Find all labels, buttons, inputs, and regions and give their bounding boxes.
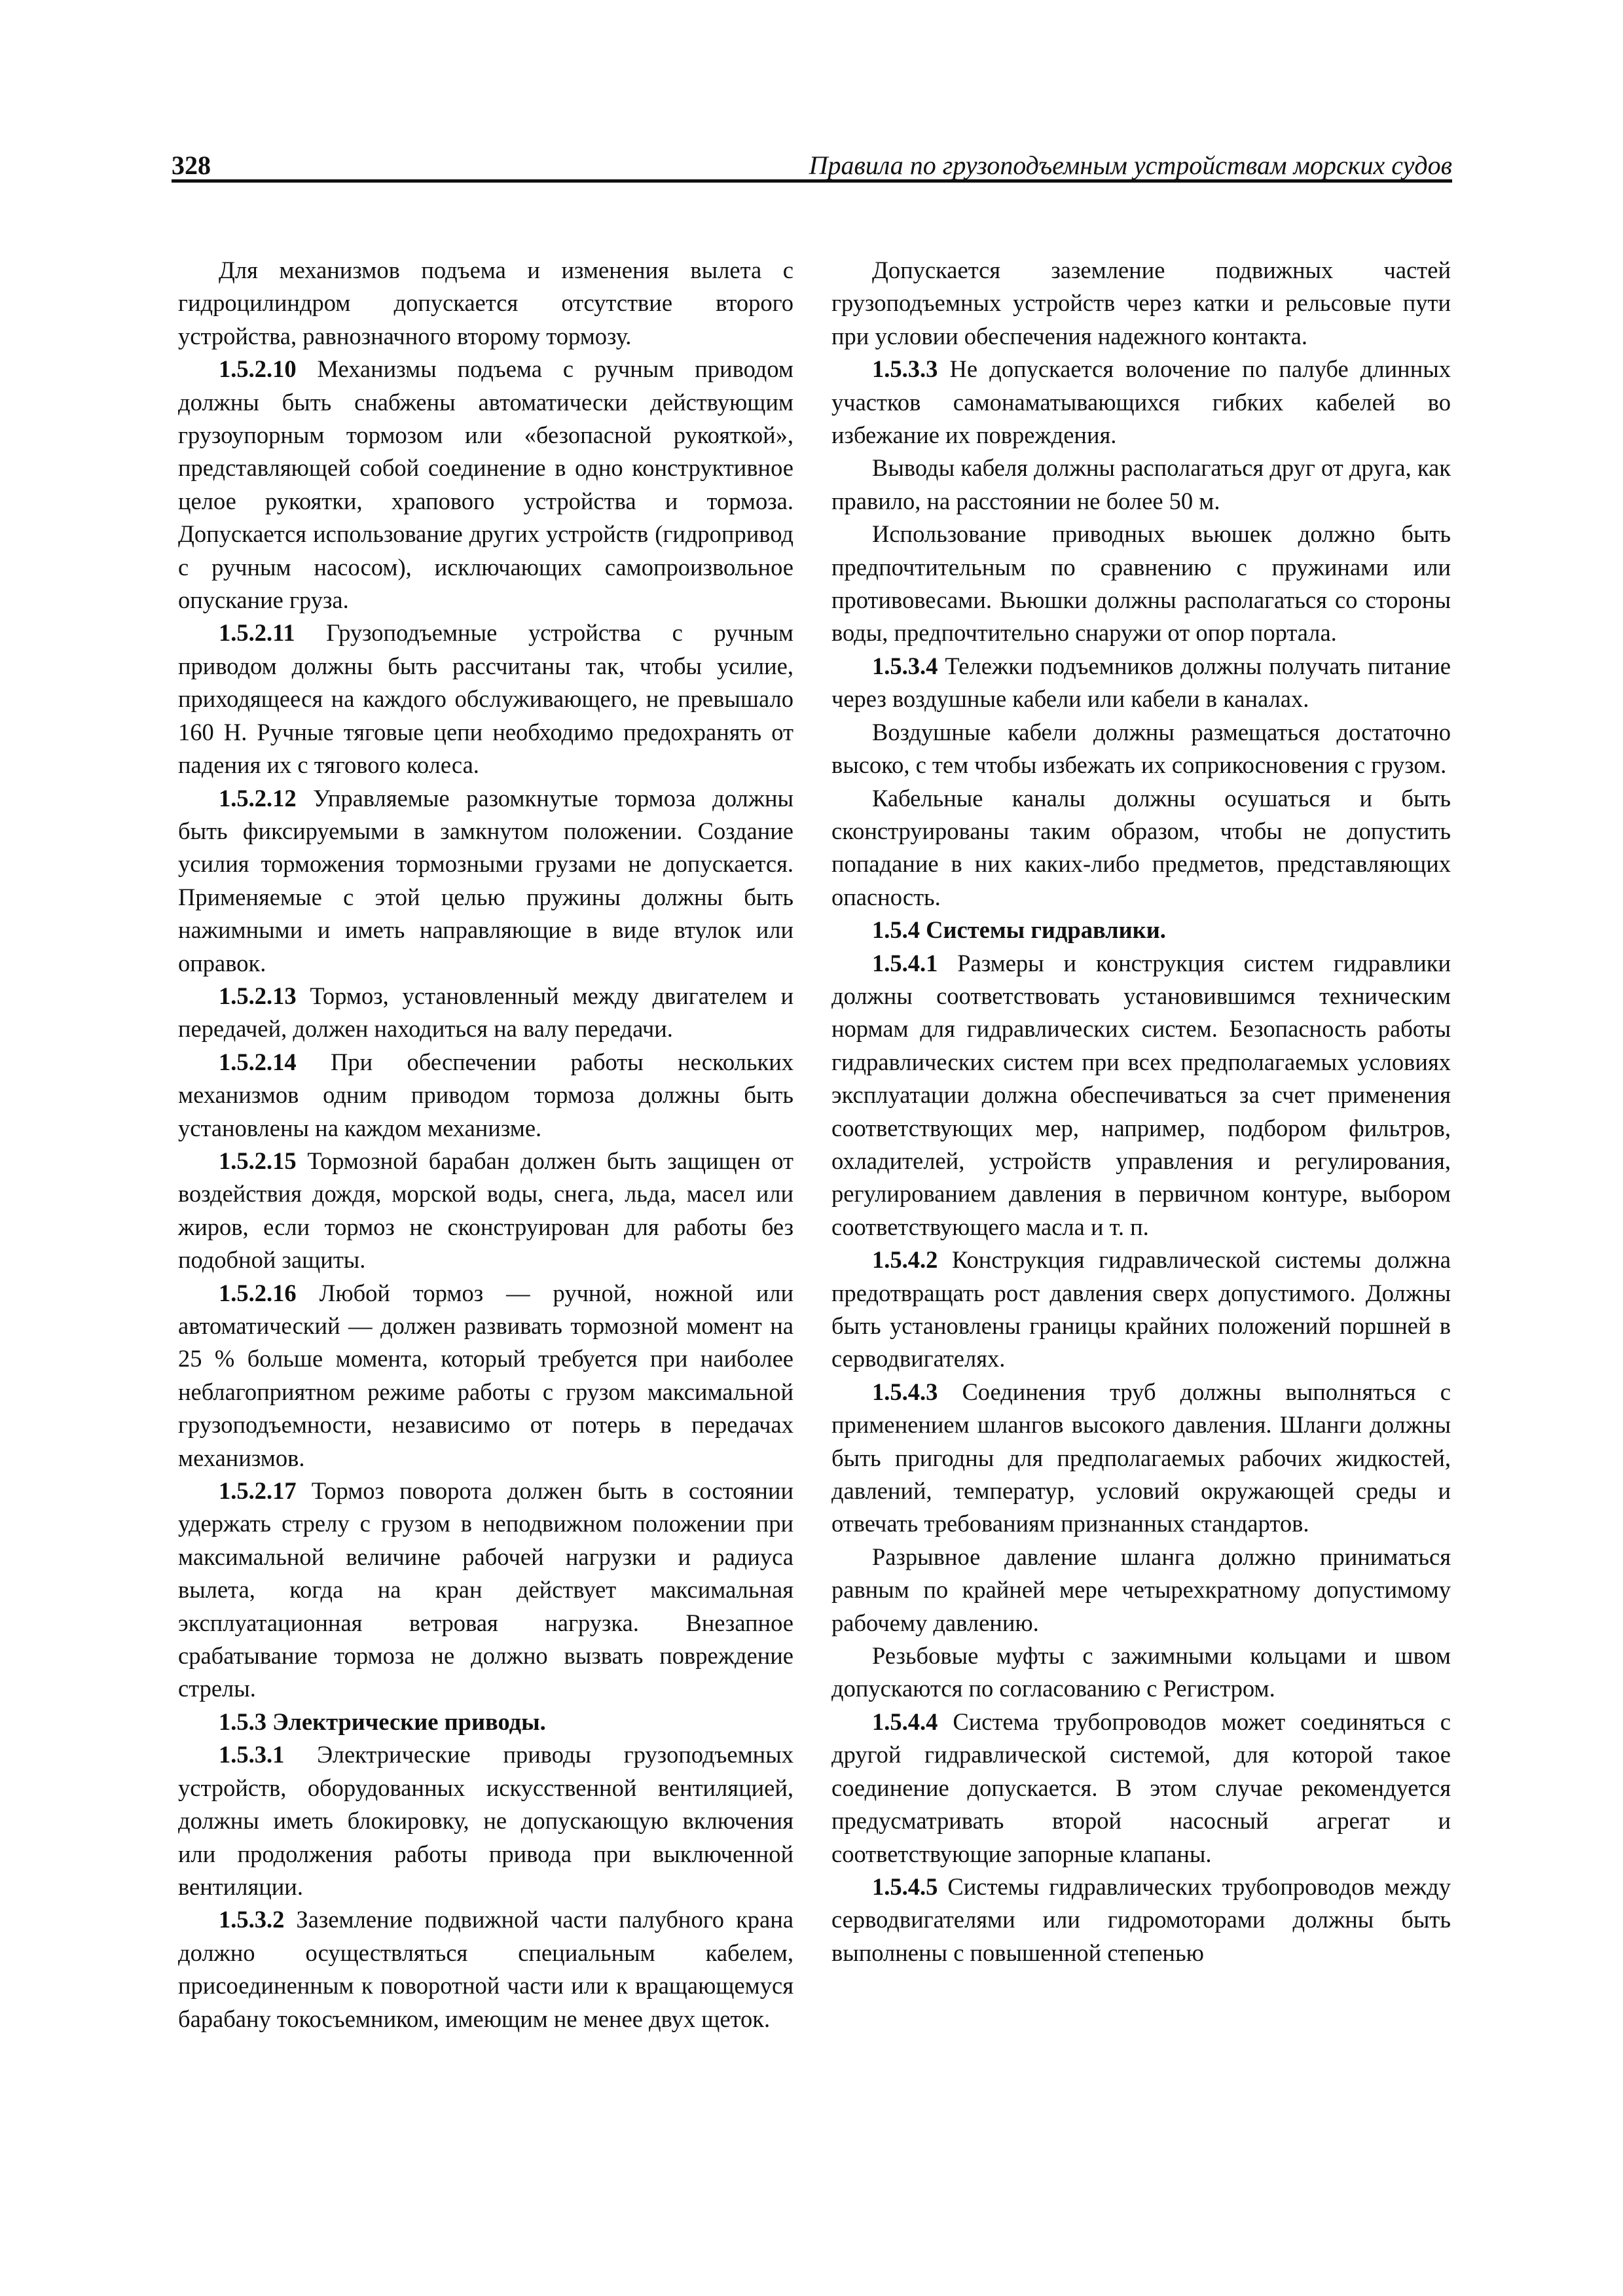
clause-number: 1.5.2.14 [219, 1048, 297, 1075]
left-column [178, 254, 793, 2036]
paragraph [178, 1903, 793, 2036]
paragraph-text: Тормоз, установленный между двигателем и передачей, должен находиться на валу передачи. [178, 982, 793, 1043]
paragraph-text: Система трубопроводов может соединяться с другой гидравлической системой, для которой такое соединение допускается. В этом случае рекомендуется предусматривать второй насосный агрегат и соответствующие запорные клапаны. [831, 1708, 1451, 1867]
clause-number: 1.5.4.2 [872, 1246, 938, 1274]
clause-number: 1.5.2.12 [219, 784, 297, 812]
section-heading [831, 914, 1451, 946]
paragraph [831, 947, 1451, 1244]
clause-number: 1.5.4.1 [872, 949, 938, 977]
paragraph [831, 782, 1451, 914]
page-header [172, 145, 1452, 182]
clause-number: 1.5.4.3 [872, 1378, 938, 1405]
paragraph [831, 650, 1451, 716]
paragraph [178, 1145, 793, 1277]
clause-number: 1.5.3.4 [872, 652, 938, 679]
paragraph-text: Заземление подвижной части палубного крана должно осуществляться специальным кабелем, присоединенным к поворотной части или к вращающемуся барабану токосъемником, имеющим не менее двух щеток. [178, 1906, 793, 2032]
section-title: Электрические приводы. [266, 1708, 546, 1735]
paragraph [831, 1640, 1451, 1706]
paragraph [831, 1871, 1451, 1969]
clause-number: 1.5.2.13 [219, 982, 297, 1009]
paragraph-text: Соединения труб должны выполняться с применением шлангов высокого давления. Шланги должны быть пригодны для предполагаемых рабочих жидкостей, давлений, температур, условий окружающей среды и отвечать требованиям признанных стандартов. [831, 1378, 1451, 1537]
right-column [831, 254, 1451, 1969]
paragraph-text: Размеры и конструкция систем гидравлики должны соответствовать установившимся техническим нормам для гидравлических систем. Безопасность работы гидравлических систем при всех предполагаемых условиях эксплуатации должна обеспечиваться за счет применения соответствующих мер, например, подбором фильтров, охладителей, устройств управления и регулирования, регулированием давления в первичном контуре, выбором соответствующего масла и т. п. [831, 949, 1451, 1240]
clause-number: 1.5.4.4 [872, 1708, 938, 1735]
clause-number: 1.5.4.5 [872, 1873, 938, 1900]
paragraph [178, 1277, 793, 1475]
section-number: 1.5.3 [219, 1708, 266, 1735]
paragraph [831, 1706, 1451, 1871]
paragraph-text: Разрывное давление шланга должно приниматься равным по крайней мере четырехкратному допустимому рабочему давлению. [831, 1543, 1451, 1636]
running-title: Правила по грузоподъемным устройствам морских судов [809, 151, 1452, 180]
section-title: Системы гидравлики. [920, 916, 1166, 944]
paragraph-text: Для механизмов подъема и изменения вылета с гидроцилиндром допускается отсутствие второго устройства, равнозначного второму тормозу. [178, 257, 793, 350]
paragraph [178, 980, 793, 1046]
paragraph [178, 353, 793, 617]
paragraph-text: Системы гидравлических трубопроводов между серводвигателями или гидромоторами должны быть выполнены с повышенной степенью [831, 1873, 1451, 1966]
paragraph [178, 617, 793, 781]
paragraph-text: Не допускается волочение по палубе длинных участков самонаматывающихся гибких кабелей во избежание их повреждения. [831, 355, 1451, 449]
paragraph [178, 254, 793, 353]
clause-number: 1.5.3.2 [219, 1906, 285, 1933]
paragraph [178, 782, 793, 980]
paragraph-text: Тормозной барабан должен быть защищен от воздействия дождя, морской воды, снега, льда, масел или жиров, если тормоз не сконструирован для работы без подобной защиты. [178, 1147, 793, 1274]
paragraph-text: Конструкция гидравлической системы должна предотвращать рост давления сверх допустимого. Должны быть установлены границы крайних положений поршней в серводвигателях. [831, 1246, 1451, 1372]
paragraph-text: Тележки подъемников должны получать питание через воздушные кабели или кабели в каналах. [831, 652, 1451, 713]
clause-number: 1.5.2.17 [219, 1477, 297, 1505]
section-number: 1.5.4 [872, 916, 920, 944]
header-rule [172, 179, 1452, 183]
paragraph [178, 1475, 793, 1706]
paragraph [831, 1376, 1451, 1541]
paragraph-text: Воздушные кабели должны размещаться достаточно высоко, с тем чтобы избежать их соприкосновения с грузом. [831, 718, 1451, 779]
paragraph [831, 452, 1451, 518]
paragraph [831, 1541, 1451, 1640]
clause-number: 1.5.2.10 [219, 355, 297, 383]
paragraph [831, 716, 1451, 782]
clause-number: 1.5.2.16 [219, 1279, 297, 1306]
paragraph-text: Грузоподъемные устройства с ручным приводом должны быть рассчитаны так, чтобы усилие, приходящееся на каждого обслуживающего, не превышало 160 Н. Ручные тяговые цепи необходимо предохранять от падения их с тягового колеса. [178, 619, 793, 779]
clause-number: 1.5.3.3 [872, 355, 938, 383]
paragraph-text: Резьбовые муфты с зажимными кольцами и швом допускаются по согласованию с Регистром. [831, 1642, 1451, 1702]
paragraph [831, 254, 1451, 353]
paragraph [178, 1738, 793, 1903]
clause-number: 1.5.2.11 [219, 619, 295, 647]
paragraph-text: При обеспечении работы нескольких механизмов одним приводом тормоза должны быть установлены на каждом механизме. [178, 1048, 793, 1141]
paragraph-text: Кабельные каналы должны осушаться и быть сконструированы таким образом, чтобы не допустить попадание в них каких-либо предметов, представляющих опасность. [831, 784, 1451, 910]
paragraph-text: Любой тормоз — ручной, ножной или автоматический — должен развивать тормозной момент на 25 % больше момента, который требуется при наиболее неблагоприятном режиме работы с грузом максимальной грузоподъемности, независимо от потерь в передачах механизмов. [178, 1279, 793, 1471]
section-heading [178, 1706, 793, 1738]
paragraph-text: Управляемые разомкнутые тормоза должны быть фиксируемыми в замкнутом положении. Создание усилия торможения тормозными грузами не допускается. Применяемые с этой целью пружины должны быть нажимными и иметь направляющие в виде втулок или оправок. [178, 784, 793, 977]
paragraph [831, 353, 1451, 452]
paragraph-text: Механизмы подъема с ручным приводом должны быть снабжены автоматически действующим грузоупорным тормозом или «безопасной рукояткой», представляющей собой соединение в одно конструктивное целое рукоятки, храпового устройства и тормоза. Допускается использование других устройств (гидропривод с ручным насосом), исключающих самопроизвольное опускание груза. [178, 355, 793, 614]
paragraph [831, 1244, 1451, 1376]
paragraph-text: Выводы кабеля должны располагаться друг от друга, как правило, на расстоянии не более 50 м. [831, 454, 1451, 514]
paragraph-text: Допускается заземление подвижных частей грузоподъемных устройств через катки и рельсовые пути при условии обеспечения надежного контакта. [831, 257, 1451, 350]
paragraph-text: Использование приводных вьюшек должно быть предпочтительным по сравнению с пружинами или противовесами. Вьюшки должны располагаться со стороны воды, предпочтительно снаружи от опор портала. [831, 520, 1451, 647]
page-number: 328 [172, 151, 211, 180]
clause-number: 1.5.3.1 [219, 1741, 285, 1768]
paragraph [831, 518, 1451, 650]
paragraph-text: Тормоз поворота должен быть в состоянии удержать стрелу с грузом в неподвижном положении при максимальной величине рабочей нагрузки и радиуса вылета, когда на кран действует максимальная эксплуатационная ветровая нагрузка. Внезапное срабатывание тормоза не должно вызвать повреждение стрелы. [178, 1477, 793, 1702]
paragraph-text: Электрические приводы грузоподъемных устройств, оборудованных искусственной вентиляцией, должны иметь блокировку, не допускающую включения или продолжения работы привода при выключенной вентиляции. [178, 1741, 793, 1900]
clause-number: 1.5.2.15 [219, 1147, 297, 1174]
paragraph [178, 1046, 793, 1145]
